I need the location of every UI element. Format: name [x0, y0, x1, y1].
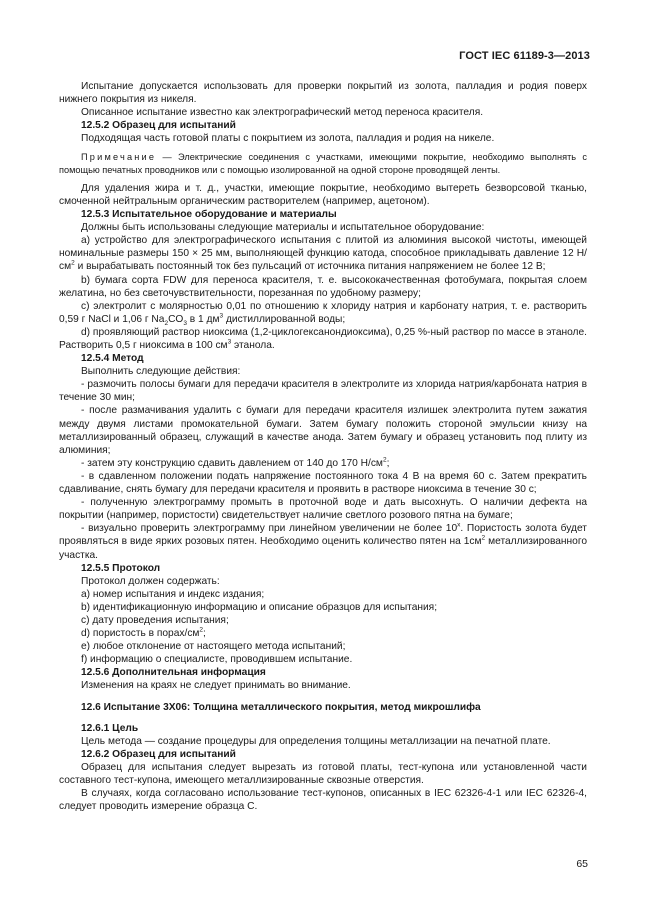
list-item: a) устройство для электрографического испытания с плитой из алюминия высокой чистоты, имеющей номинальные размеры 150 × 25 мм, выполняющей функцию катода, способное прикладывать давление 12 $Н/см^2$ и вырабатывать постоянный ток без пульсаций от источника питания напряжением не более 12 В;	[59, 235, 587, 273]
paragraph: Испытание допускается использовать для проверки покрытий из золота, палладия и родия поверх нижнего покрытия из никеля.	[59, 81, 587, 106]
paragraph: Цель метода — создание процедуры для определения толщины металлизации на печатной плате.	[81, 735, 551, 747]
paragraph: В случаях, когда согласовано использование тест-купонов, описанных в IEC 62326-4-1 или IEC 62326-4, следует проводить измерение образца C.	[59, 788, 587, 813]
section-heading: 12.6 Испытание 3X06: Толщина металлического покрытия, метод микрошлифа	[81, 701, 481, 713]
section-heading: 12.5.3 Испытательное оборудование и материалы	[81, 209, 337, 221]
paragraph: Протокол должен содержать:	[81, 575, 220, 587]
paragraph: Изменения на краях не следует принимать во внимание.	[81, 680, 351, 692]
document-header: ГОСТ IEC 61189-3—2013	[459, 50, 590, 62]
section-heading: 12.6.2 Образец для испытаний	[81, 748, 236, 760]
paragraph: Выполнить следующие действия:	[81, 366, 241, 378]
paragraph: Должны быть использованы следующие материалы и испытательное оборудование:	[81, 222, 485, 234]
list-item: - в сдавленном положении подать напряжение постоянного тока 4 В на время 60 с. Затем прекратить сдавливание, снять бумагу для передачи красителя и проявить в растворе ниоксима в течение 30 с;	[59, 470, 587, 496]
list-item: - затем эту конструкцию сдавить давлением от 140 до 170 $Н/см^2$;	[81, 456, 390, 469]
section-heading: 12.6.1 Цель	[81, 722, 139, 734]
list-item: a) номер испытания и индекс издания;	[81, 588, 265, 600]
list-item: c) дату проведения испытания;	[81, 614, 229, 626]
note-text: — Электрические соединения с участками, имеющими покрытие, необходимо выполнять с помощью печатных проводников или с помощью изолированной на одной стороне проводящей ленты.	[59, 152, 587, 175]
paragraph: Для удаления жира и т. д., участки, имеющие покрытие, необходимо вытереть безворсовой тканью, смоченной нейтральным органическим растворителем (например, ацетоном).	[59, 182, 587, 207]
note	[59, 151, 587, 175]
list-item: d) проявляющий раствор ниоксима (1,2-циклогексанондиоксима), 0,25 %-ный раствор по массе в этаноле. Растворить 0,5 г ниоксима в 100 $см^3$ этанола.	[59, 326, 587, 351]
list-item: e) любое отклонение от настоящего метода испытаний;	[81, 641, 346, 653]
note-label: Примечание	[81, 152, 157, 163]
section-heading: 12.5.6 Дополнительная информация	[81, 667, 266, 679]
list-item: b) бумага сорта FDW для переноса красителя, т. е. высококачественная фотобумага, покрытая слоем желатина, но без светочувствительности, порезанная по удобному размеру;	[59, 274, 587, 299]
list-item: f) информацию о специалисте, проводившем испытание.	[81, 654, 353, 666]
list-item: - после размачивания удалить с бумаги для передачи красителя излишек электролита путем зажатия между двумя листами промокательной бумаги. Затем бумагу положить стороной эмульсии книзу на металлизированный образец, служащий в качестве анода. Затем бумагу и образец установить под плиту из алюминия;	[59, 405, 587, 456]
page-number: 65	[576, 858, 588, 870]
section-heading: 12.5.2 Образец для испытаний	[81, 120, 236, 132]
paragraph: Описанное испытание известно как электрографический метод переноса красителя.	[81, 107, 484, 119]
list-item: - размочить полосы бумаги для передачи красителя в электролите из хлорида натрия/карбоната натрия в течение 30 мин;	[59, 379, 587, 404]
document-body	[59, 80, 587, 813]
list-item: - визуально проверить электрограмму при линейном увеличении не более $10^х$. Пористость золота будет проявляться в виде ярких розовых пятен. Необходимо оценить количество пятен на $1см^2$ металлизированного участка.	[59, 521, 587, 561]
paragraph: Подходящая часть готовой платы с покрытием из золота, палладия и родия на никеле.	[81, 133, 495, 145]
list-item: d) пористость в порах/$см^2$;	[81, 626, 206, 640]
list-item: - полученную электрограмму промыть в проточной воде и дать высохнуть. О наличии дефекта на покрытии (например, пористости) свидетельствует наличие светлого розового пятна на бумаге;	[59, 497, 587, 522]
section-heading: 12.5.5 Протокол	[81, 562, 161, 574]
paragraph: Образец для испытания следует вырезать из готовой платы, тест-купона или установленной части составного тест-купона, имеющего металлизированные сквозные отверстия.	[59, 761, 587, 786]
list-item: b) идентификационную информацию и описание образцов для испытания;	[81, 601, 438, 613]
list-item: c) электролит с молярностью 0,01 по отношению к хлориду натрия и карбонату натрия, т. е. растворить 0,59 г NaCl и 1,06 г $Na_2CO_3$ в 1 $дм^3$ дистиллированной воды;	[59, 300, 587, 327]
section-heading: 12.5.4 Метод	[81, 353, 144, 365]
